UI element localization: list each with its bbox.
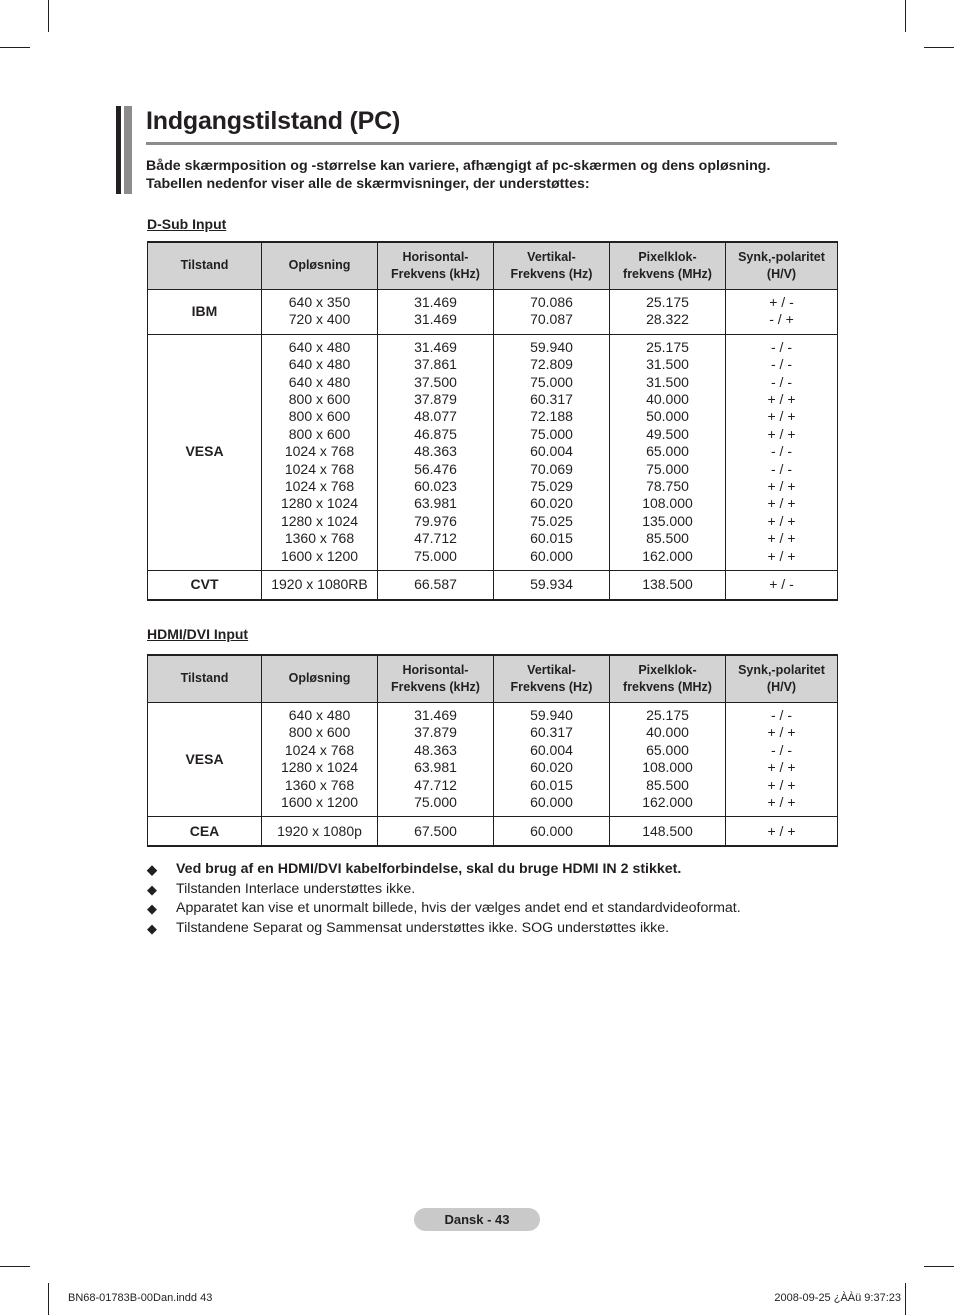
- cell-value: + / +: [767, 530, 796, 547]
- cell-value: 72.809: [530, 356, 573, 373]
- column-header: [262, 242, 378, 290]
- vertical-frequency-cell: [494, 290, 610, 335]
- header-text: Frekvens (Hz): [510, 680, 593, 694]
- column-header: [610, 655, 726, 703]
- cell-value: 148.500: [642, 822, 693, 839]
- cell-value: 31.469: [414, 294, 457, 310]
- page-title: Indgangstilstand (PC): [146, 107, 401, 135]
- cell-value: 1024 x 768: [284, 443, 355, 460]
- cell-value: 60.004: [530, 741, 573, 758]
- cell-value: 40.000: [646, 391, 689, 408]
- cell-value: 79.976: [414, 512, 457, 529]
- cell-value: + / +: [767, 547, 796, 564]
- note-text: Tilstandene Separat og Sammensat understøttes ikke. SOG understøttes ikke.: [176, 919, 670, 936]
- cell-value: 60.000: [530, 547, 573, 564]
- mode-cell: VESA: [148, 703, 262, 817]
- cell-value: 47.712: [414, 530, 457, 547]
- cell-value: - / +: [769, 311, 794, 328]
- crop-mark: [48, 0, 49, 32]
- cell-value: 640 x 480: [288, 707, 351, 723]
- cell-value: 640 x 480: [288, 356, 351, 373]
- column-header: [378, 655, 494, 703]
- intro-text: [146, 158, 836, 193]
- cell-value: 75.000: [646, 460, 689, 477]
- cell-value: 1280 x 1024: [280, 512, 359, 529]
- cell-value: 63.981: [414, 495, 457, 512]
- cell-value: 75.000: [414, 547, 457, 564]
- crop-mark: [48, 1283, 49, 1315]
- cell-value: 28.322: [646, 311, 689, 328]
- header-text: Opløsning: [288, 671, 351, 686]
- column-header: [148, 242, 262, 290]
- mode-cell: IBM: [148, 290, 262, 335]
- cell-value: 1360 x 768: [284, 776, 355, 793]
- vertical-frequency-cell: [494, 334, 610, 570]
- cell-value: - / -: [771, 460, 792, 477]
- cell-value: 60.020: [530, 495, 573, 512]
- diamond-bullet-icon: ◆: [147, 862, 157, 877]
- horizontal-frequency-cell: [378, 334, 494, 570]
- title-accent-bar: [124, 106, 132, 194]
- pixel-clock-cell: [610, 703, 726, 817]
- cell-value: - / -: [771, 443, 792, 460]
- cell-value: 70.087: [530, 311, 573, 328]
- cell-value: 75.000: [530, 425, 573, 442]
- cell-value: 640 x 480: [288, 338, 351, 355]
- sync-polarity-cell: [726, 334, 838, 570]
- pixel-clock-cell: [610, 817, 726, 847]
- cell-value: 60.004: [530, 443, 573, 460]
- cell-value: 31.469: [414, 707, 457, 723]
- cell-value: 66.587: [414, 576, 457, 593]
- horizontal-frequency-cell: [378, 703, 494, 817]
- header-text: frekvens (MHz): [623, 267, 712, 281]
- cell-value: 40.000: [646, 724, 689, 741]
- header-text: Pixelklok-: [638, 662, 697, 677]
- cell-value: 47.712: [414, 776, 457, 793]
- crop-mark: [0, 47, 30, 48]
- cell-value: 108.000: [642, 759, 693, 776]
- cell-value: + / +: [767, 391, 796, 408]
- cell-value: 800 x 600: [288, 425, 351, 442]
- cell-value: 60.000: [530, 794, 573, 811]
- cell-value: 59.934: [530, 576, 573, 593]
- hdmi-mode-table: [147, 654, 838, 847]
- cell-value: 78.750: [646, 478, 689, 495]
- cell-value: + / +: [767, 776, 796, 793]
- header-text: Frekvens (kHz): [391, 680, 480, 694]
- cell-value: - / -: [771, 373, 792, 390]
- cell-value: 25.175: [646, 338, 689, 355]
- cell-value: 70.069: [530, 460, 573, 477]
- cell-value: 48.077: [414, 408, 457, 425]
- cell-value: 31.469: [414, 311, 457, 328]
- table-row: [148, 290, 838, 335]
- header-text: Tilstand: [180, 671, 229, 686]
- cell-value: 60.023: [414, 478, 457, 495]
- cell-value: + / +: [767, 425, 796, 442]
- column-header: [148, 655, 262, 703]
- cell-value: + / +: [767, 794, 796, 811]
- column-header: [726, 655, 838, 703]
- cell-value: + / -: [769, 294, 794, 310]
- cell-value: 85.500: [646, 530, 689, 547]
- cell-value: 70.086: [530, 294, 573, 310]
- pixel-clock-cell: [610, 571, 726, 601]
- header-text: Horisontal-: [402, 662, 469, 677]
- cell-value: 25.175: [646, 294, 689, 310]
- cell-value: 75.000: [530, 373, 573, 390]
- cell-value: 60.317: [530, 391, 573, 408]
- cell-value: + / +: [767, 408, 796, 425]
- header-text: Tilstand: [180, 258, 229, 273]
- note-text: Ved brug af en HDMI/DVI kabelforbindelse, skal du bruge HDMI IN 2 stikket.: [176, 861, 682, 877]
- header-text: (H/V): [766, 680, 797, 694]
- horizontal-frequency-cell: [378, 290, 494, 335]
- diamond-bullet-icon: ◆: [147, 901, 157, 916]
- table-header-row: [148, 242, 838, 290]
- cell-value: 800 x 600: [288, 724, 351, 741]
- cell-value: + / +: [767, 759, 796, 776]
- cell-value: + / +: [767, 478, 796, 495]
- note-item: [147, 919, 847, 939]
- cell-value: 1280 x 1024: [280, 495, 359, 512]
- cell-value: 59.940: [530, 707, 573, 723]
- cell-value: - / -: [771, 338, 792, 355]
- cell-value: 48.363: [414, 443, 457, 460]
- cell-value: 162.000: [642, 547, 693, 564]
- cell-value: 1920 x 1080RB: [271, 576, 368, 593]
- crop-mark: [924, 47, 954, 48]
- table-row: [148, 571, 838, 601]
- vertical-frequency-cell: [494, 703, 610, 817]
- cell-value: 48.363: [414, 741, 457, 758]
- cell-value: 60.000: [530, 822, 573, 839]
- table-header-row: [148, 655, 838, 703]
- cell-value: 31.500: [646, 373, 689, 390]
- header-text: Synk,-polaritet: [738, 249, 825, 264]
- header-text: Frekvens (Hz): [510, 267, 593, 281]
- diamond-bullet-icon: ◆: [147, 920, 157, 936]
- sync-polarity-cell: [726, 290, 838, 335]
- column-header: [378, 242, 494, 290]
- note-item: [147, 899, 847, 919]
- mode-cell: CVT: [148, 571, 262, 601]
- header-text: Vertikal-: [527, 662, 576, 677]
- cell-value: 162.000: [642, 794, 693, 811]
- cell-value: 1024 x 768: [284, 460, 355, 477]
- table-row: [148, 703, 838, 817]
- header-text: Vertikal-: [527, 249, 576, 264]
- cell-value: 60.020: [530, 759, 573, 776]
- crop-mark: [0, 1266, 30, 1267]
- table-row: [148, 334, 838, 570]
- resolution-cell: [262, 817, 378, 847]
- cell-value: 1600 x 1200: [280, 794, 359, 811]
- title-accent-bar: [116, 106, 121, 194]
- cell-value: 65.000: [646, 443, 689, 460]
- cell-value: 60.015: [530, 530, 573, 547]
- crop-mark: [905, 1283, 906, 1315]
- header-text: Synk,-polaritet: [738, 662, 825, 677]
- cell-value: 1600 x 1200: [280, 547, 359, 564]
- dsub-mode-table: [147, 241, 838, 601]
- cell-value: + / -: [769, 576, 794, 593]
- hdmi-section-label: HDMI/DVI Input: [147, 626, 249, 642]
- header-text: Pixelklok-: [638, 249, 697, 264]
- cell-value: + / +: [767, 724, 796, 741]
- cell-value: 138.500: [642, 576, 693, 593]
- pixel-clock-cell: [610, 334, 726, 570]
- cell-value: 1024 x 768: [284, 741, 355, 758]
- cell-value: - / -: [771, 741, 792, 758]
- cell-value: 1360 x 768: [284, 530, 355, 547]
- cell-value: 37.500: [414, 373, 457, 390]
- footer-file-info: BN68-01783B-00Dan.indd 43: [68, 1292, 213, 1304]
- cell-value: 63.981: [414, 759, 457, 776]
- cell-value: 56.476: [414, 460, 457, 477]
- note-item: [147, 880, 847, 900]
- cell-value: 720 x 400: [288, 311, 351, 328]
- horizontal-frequency-cell: [378, 571, 494, 601]
- dsub-section-label: D-Sub Input: [147, 216, 227, 232]
- header-text: frekvens (MHz): [623, 680, 712, 694]
- cell-value: 800 x 600: [288, 408, 351, 425]
- resolution-cell: [262, 334, 378, 570]
- column-header: [262, 655, 378, 703]
- cell-value: + / +: [767, 495, 796, 512]
- cell-value: - / -: [771, 707, 792, 723]
- cell-value: 640 x 480: [288, 373, 351, 390]
- column-header: [726, 242, 838, 290]
- note-item: [147, 860, 847, 880]
- cell-value: + / +: [767, 822, 796, 839]
- cell-value: 59.940: [530, 338, 573, 355]
- vertical-frequency-cell: [494, 817, 610, 847]
- table-row: [148, 817, 838, 847]
- cell-value: 72.188: [530, 408, 573, 425]
- cell-value: 75.029: [530, 478, 573, 495]
- header-text: Frekvens (kHz): [391, 267, 480, 281]
- cell-value: 85.500: [646, 776, 689, 793]
- cell-value: - / -: [771, 356, 792, 373]
- cell-value: 640 x 350: [288, 294, 351, 310]
- cell-value: 800 x 600: [288, 391, 351, 408]
- column-header: [494, 655, 610, 703]
- sync-polarity-cell: [726, 703, 838, 817]
- cell-value: 1024 x 768: [284, 478, 355, 495]
- cell-value: 31.500: [646, 356, 689, 373]
- cell-value: 37.879: [414, 724, 457, 741]
- cell-value: 25.175: [646, 707, 689, 723]
- mode-cell: VESA: [148, 334, 262, 570]
- cell-value: 75.025: [530, 512, 573, 529]
- resolution-cell: [262, 703, 378, 817]
- cell-value: 31.469: [414, 338, 457, 355]
- page-number-badge: Dansk - 43: [414, 1208, 540, 1231]
- resolution-cell: [262, 290, 378, 335]
- horizontal-frequency-cell: [378, 817, 494, 847]
- cell-value: 37.861: [414, 356, 457, 373]
- cell-value: 60.015: [530, 776, 573, 793]
- intro-line: Både skærmposition og -størrelse kan variere, afhængigt af pc-skærmen og dens opløsning.: [146, 158, 771, 174]
- crop-mark: [924, 1266, 954, 1267]
- cell-value: 49.500: [646, 425, 689, 442]
- header-text: Opløsning: [288, 258, 351, 273]
- header-text: (H/V): [766, 267, 797, 281]
- mode-cell: CEA: [148, 817, 262, 847]
- note-text: Tilstanden Interlace understøttes ikke.: [176, 880, 416, 897]
- intro-line: Tabellen nedenfor viser alle de skærmvisninger, der understøttes:: [146, 175, 590, 192]
- cell-value: 108.000: [642, 495, 693, 512]
- note-text: Apparatet kan vise et unormalt billede, hvis der vælges andet end et standardvideoformat.: [176, 900, 741, 916]
- footer-timestamp: 2008-09-25 ¿ÀÀü 9:37:23: [774, 1292, 901, 1304]
- cell-value: 65.000: [646, 741, 689, 758]
- cell-value: 37.879: [414, 391, 457, 408]
- cell-value: + / +: [767, 512, 796, 529]
- header-text: Horisontal-: [402, 249, 469, 264]
- sync-polarity-cell: [726, 817, 838, 847]
- pixel-clock-cell: [610, 290, 726, 335]
- cell-value: 60.317: [530, 724, 573, 741]
- notes-list: [147, 860, 847, 938]
- cell-value: 67.500: [414, 822, 457, 839]
- cell-value: 1920 x 1080p: [277, 822, 362, 839]
- cell-value: 135.000: [642, 512, 693, 529]
- cell-value: 1280 x 1024: [280, 759, 359, 776]
- crop-mark: [905, 0, 906, 32]
- sync-polarity-cell: [726, 571, 838, 601]
- cell-value: 50.000: [646, 408, 689, 425]
- resolution-cell: [262, 571, 378, 601]
- title-underline: [146, 142, 837, 145]
- cell-value: 75.000: [414, 794, 457, 811]
- diamond-bullet-icon: ◆: [147, 881, 157, 897]
- vertical-frequency-cell: [494, 571, 610, 601]
- cell-value: 46.875: [414, 425, 457, 442]
- column-header: [610, 242, 726, 290]
- column-header: [494, 242, 610, 290]
